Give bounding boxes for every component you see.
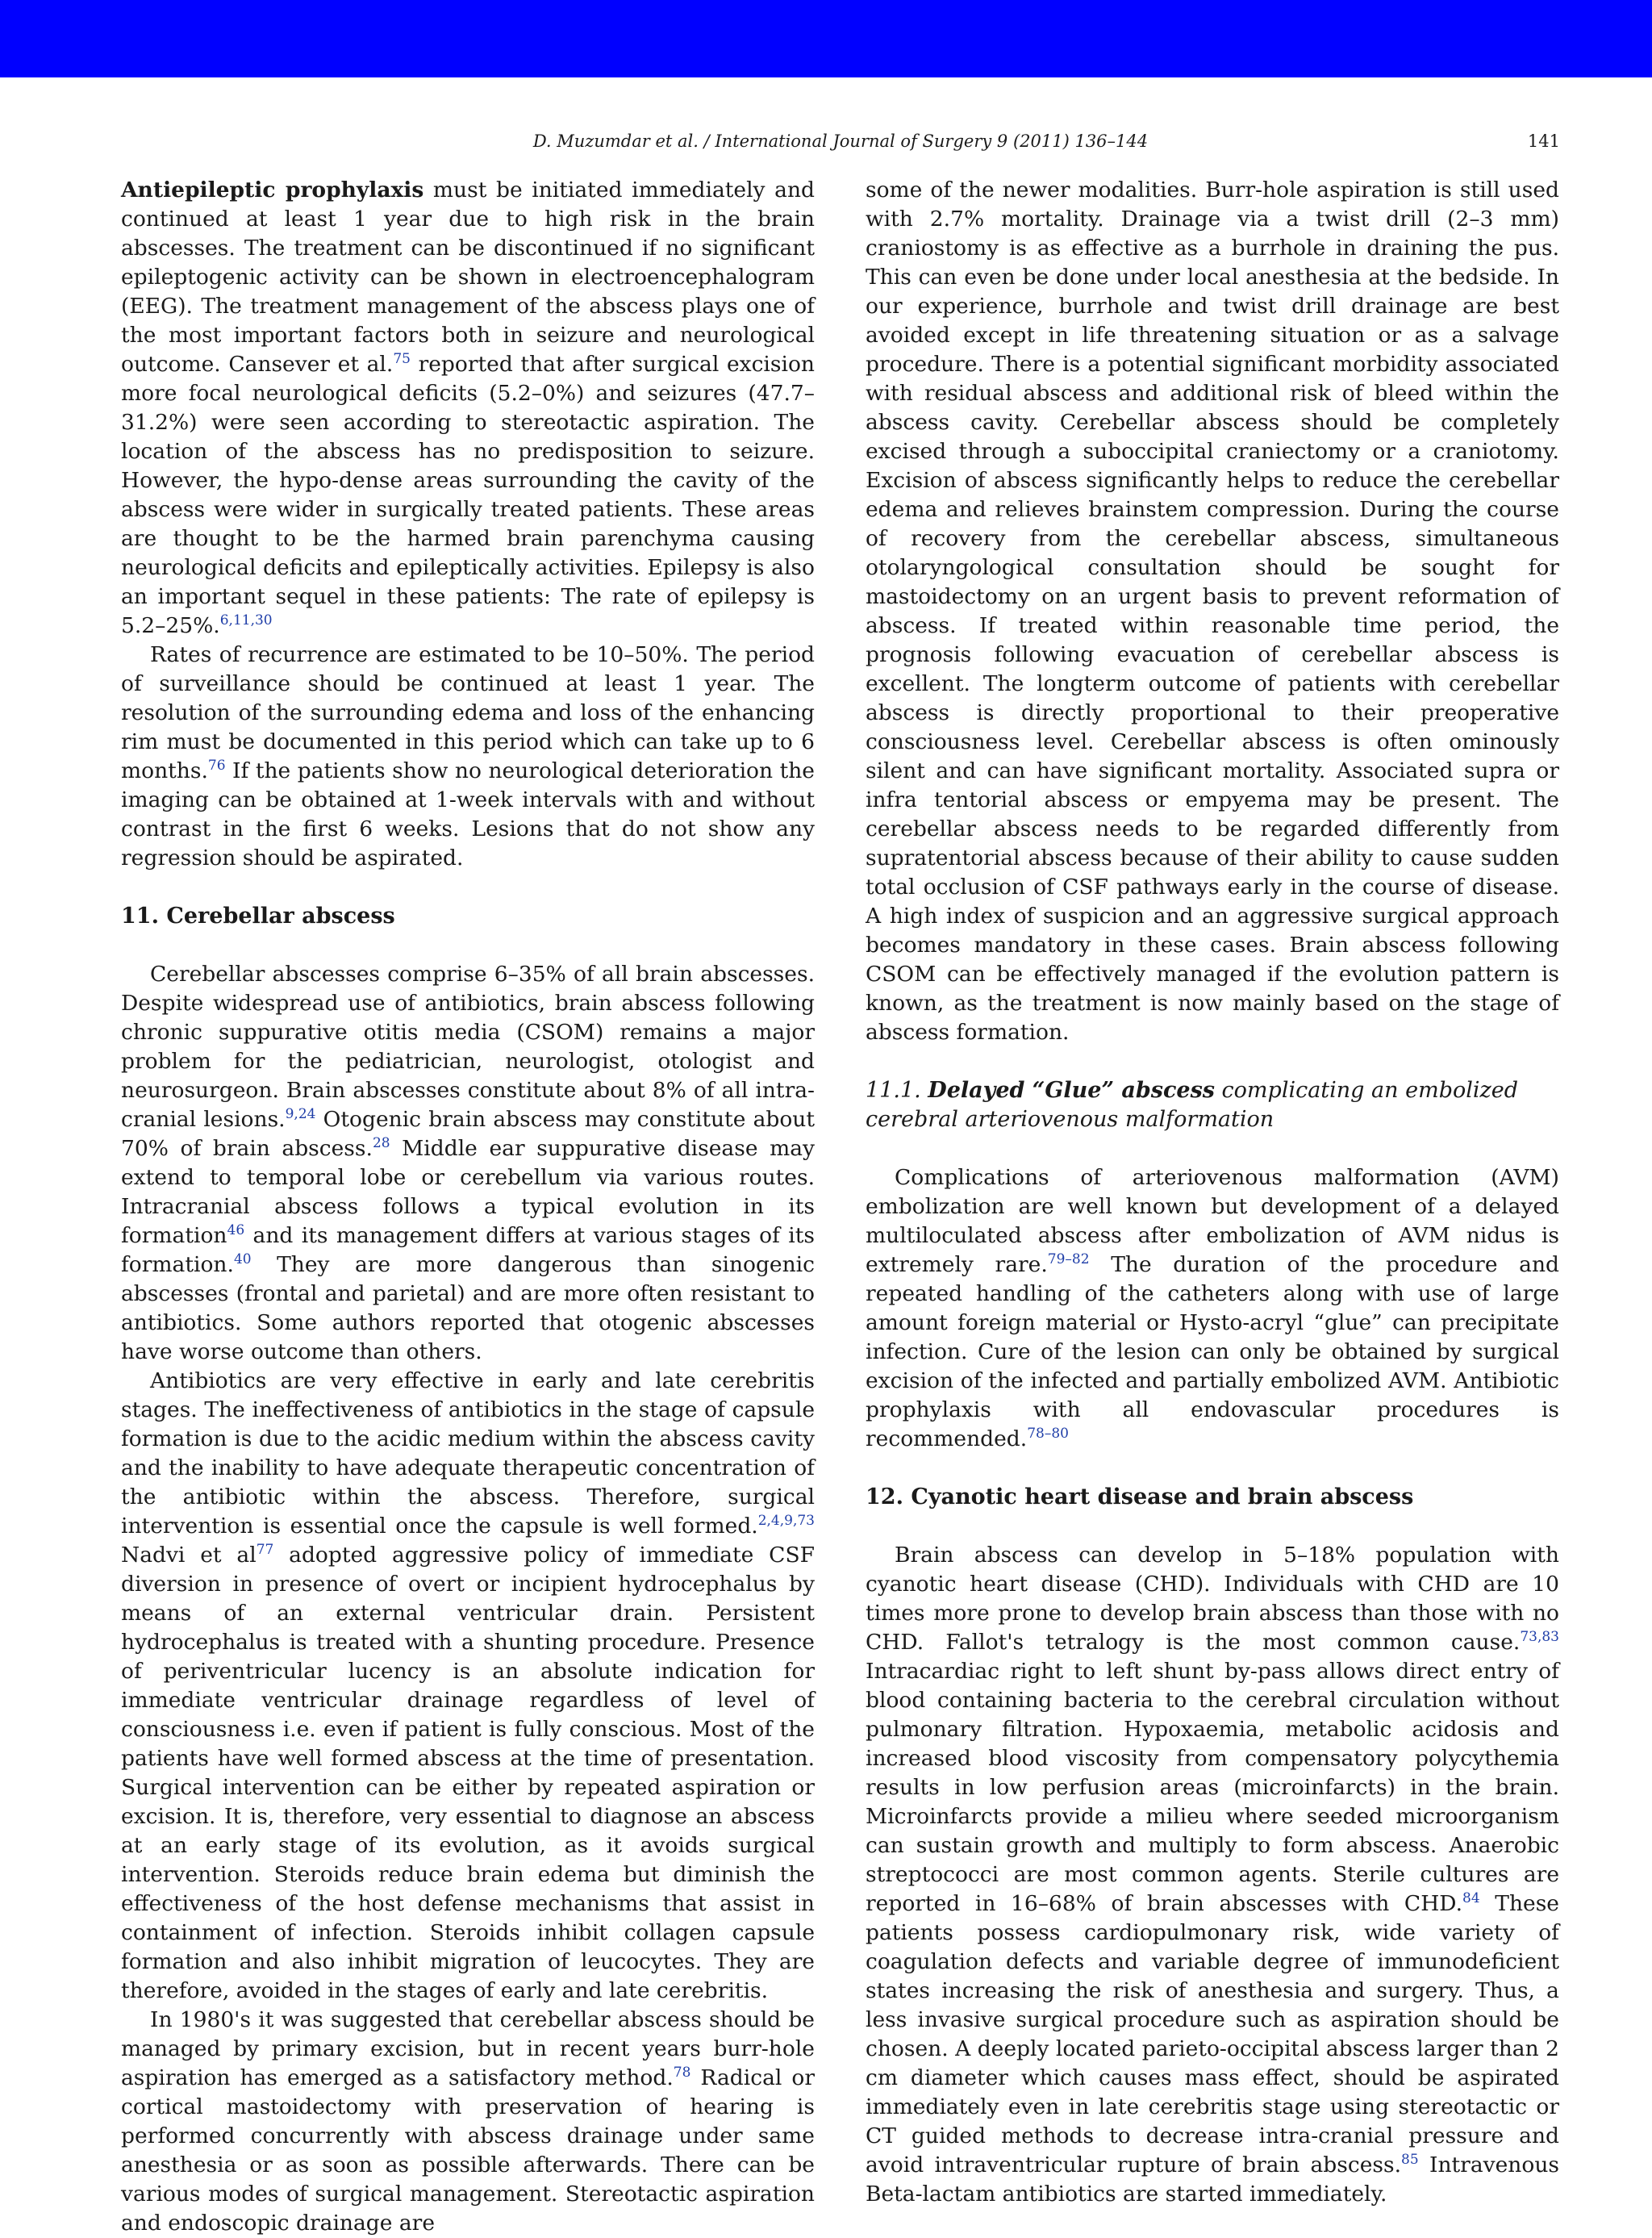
- subsection-title-bold: Delayed “Glue” abscess: [928, 1078, 1215, 1103]
- paragraph-text: These patients possess cardiopulmonary risk, wide variety of coagulation defects and variable degree of immunodeficient states increasing the risk of anesthesia and surgery. Thus, a less invasive surgical procedure such as aspiration should be chosen. A deeply located parieto-occipital abscess larger than 2 cm diameter which causes mass effect, should be aspirated immediately even in late cerebritis stage using stereotactic or CT guided methods to decrease intra-cranial pressure and avoid intraventricular rupture of brain abscess.: [866, 1891, 1559, 2177]
- paragraph-text: Rates of recurrence are estimated to be 10–50%. The period of surveillance should be continued at least 1 year. The resolution of the surrounding edema and loss of the enhancing rim must be documented in this period which can take up to 6 months.: [121, 642, 815, 783]
- section-heading-cerebellar-abscess: 11. Cerebellar abscess: [121, 904, 395, 929]
- paragraph-text: The duration of the procedure and repeated handling of the catheters along with use of large amount foreign material or Hysto-acryl “glue” can precipitate infection. Cure of the lesion can only be obtained by surgical excision of the infected and partially embolized AVM. Antibiotic prophylaxis with all endovascular procedures is recommended.: [866, 1252, 1559, 1451]
- lead-term: Antiepileptic prophylaxis: [121, 177, 424, 203]
- paragraph-text: In 1980's it was suggested that cerebellar abscess should be managed by primary excision, but in recent years burr-hole aspiration has emerged as a satisfactory method.: [121, 2007, 815, 2090]
- paragraph-text: some of the newer modalities. Burr-hole aspiration is still used with 2.7% mortality. Drainage via a twist drill (2–3 mm) craniostomy is as effective as a burrhole in draining the pus. This can even be done under local anesthesia at the bedside. In our experience, burrhole and twist drill drainage are best avoided except in life threatening situation or as a salvage procedure. There is a potential significant morbidity associated with residual abscess and additional risk of bleed within the abscess cavity. Cerebellar abscess should be completely excised through a suboccipital craniectomy or a craniotomy. Excision of abscess significantly helps to reduce the cerebellar edema and relieves brainstem compression. During the course of recovery from the cerebellar abscess, simultaneous otolaryngological consultation should be sought for mastoidectomy on an urgent basis to prevent reformation of abscess. If treated within reasonable time period, the prognosis following evacuation of cerebellar abscess is excellent. The longterm outcome of patients with cerebellar abscess is directly proportional to their preoperative consciousness level. Cerebellar abscess is often ominously silent and can have significant mortality. Associated supra or infra tentorial abscess or empyema may be present. The cerebellar abscess needs to be regarded differently from supratentorial abscess because of their ability to cause sudden total occlusion of CSF pathways early in the course of disease. A high index of suspicion and an aggressive surgical approach becomes mandatory in these cases. Brain abscess following CSOM can be effectively managed if the evolution pattern is known, as the treatment is now mainly based on the stage of abscess formation.: [866, 177, 1559, 1045]
- reference-link[interactable]: 84: [1462, 1890, 1480, 1906]
- subsection-title-rest: complicating an embolized cerebral arteriovenous malformation: [866, 1078, 1518, 1132]
- paragraph-text: They are more dangerous than sinogenic abscesses (frontal and parietal) and are more often resistant to antibiotics. Some authors reported that otogenic abscesses have worse outcome than others.: [121, 1252, 815, 1364]
- reference-link[interactable]: 78–80: [1027, 1426, 1069, 1442]
- paragraph-text: and its management differs at various stages of its formation.: [121, 1223, 815, 1277]
- reference-link[interactable]: 73,83: [1520, 1629, 1559, 1645]
- reference-link[interactable]: 77: [256, 1542, 274, 1558]
- paragraph-avm-complications: [866, 1163, 1559, 1454]
- reference-link[interactable]: 78: [673, 2065, 691, 2081]
- reference-link[interactable]: 28: [372, 1135, 390, 1151]
- paragraph-text: Brain abscess can develop in 5–18% population with cyanotic heart disease (CHD). Individuals with CHD are 10 times more prone to develop brain abscess than those with no CHD. Fallot's tetralogy is the most common cause.: [866, 1543, 1559, 1655]
- right-column: [866, 176, 1559, 2209]
- paragraph-recurrence: [121, 641, 815, 873]
- paragraph-text: If the patients show no neurological deterioration the imaging can be obtained at 1-week intervals with and without contrast in the first 6 weeks. Lesions that do not show any regression should be aspirated.: [121, 758, 815, 871]
- reference-link[interactable]: 9,24: [285, 1106, 316, 1122]
- journal-citation: D. Muzumdar et al. / International Journal of Surgery 9 (2011) 136–144: [532, 132, 1149, 151]
- reference-link[interactable]: 76: [207, 758, 226, 774]
- section-heading-cyanotic-heart-disease: 12. Cyanotic heart disease and brain abscess: [866, 1484, 1414, 1509]
- paragraph-text: Middle ear suppurative disease may extend to temporal lobe or cerebellum via various routes. Intracranial abscess follows a typical evolution in its formation: [121, 1136, 815, 1248]
- journal-header-band: [0, 0, 1652, 77]
- reference-link[interactable]: 46: [227, 1222, 245, 1238]
- paragraph-text: Radical or cortical mastoidectomy with preservation of hearing is performed concurrently with abscess drainage under same anesthesia or as soon as possible afterwards. There can be various modes of surgical management. Stereotactic aspiration and endoscopic drainage are: [121, 2065, 816, 2236]
- paragraph-text: reported that after surgical excision more focal neurological deficits (5.2–0%) and seizures (47.7–31.2%) were seen according to stereotactic aspiration. The location of the abscess has no predisposition to seizure. However, the hypo-dense areas surrounding the cavity of the abscess were wider in surgically treated patients. These areas are thought to be the harmed brain parenchyma causing neurological deficits and epileptically activities. Epilepsy is also an important sequel in these patients: The rate of epilepsy is 5.2–25%.: [121, 352, 815, 638]
- reference-link[interactable]: 6,11,30: [219, 612, 273, 628]
- reference-link[interactable]: 40: [233, 1251, 252, 1267]
- page-number: 141: [1527, 132, 1560, 151]
- paragraph-text: adopted aggressive policy of immediate CSF diversion in presence of overt or incipient hydrocephalus by means of an external ventricular drain. Persistent hydrocephalus is treated with a shunting procedure. Presence of periventricular lucency is an absolute indication for immediate ventricular drainage regardless of level of consciousness i.e. even if patient is fully conscious. Most of the patients have well formed abscess at the time of presentation. Surgical intervention can be either by repeated aspiration or excision. It is, therefore, very essential to diagnose an abscess at an early stage of its evolution, as it avoids surgical intervention. Steroids reduce brain edema but diminish the effectiveness of the host defense mechanisms that assist in containment of infection. Steroids inhibit collagen capsule formation and also inhibit migration of leucocytes. They are therefore, avoided in the stages of early and late cerebritis.: [121, 1543, 815, 2003]
- paragraph-antibiotics: [121, 1367, 815, 2006]
- reference-link[interactable]: 85: [1401, 2152, 1419, 2168]
- paragraph-text: Complications of arteriovenous malformation (AVM) embolization are well known but development of a delayed multiloculated abscess after embolization of AVM nidus is extremely rare.: [866, 1165, 1559, 1277]
- paragraph-cerebellar-intro: [121, 960, 815, 1367]
- paragraph-text: Intravenous Beta-lactam antibiotics are started immediately.: [866, 2152, 1559, 2207]
- reference-link[interactable]: 75: [393, 351, 411, 367]
- paragraph-text: Antibiotics are very effective in early and late cerebritis stages. The ineffectiveness of antibiotics in the stage of capsule formation is due to the acidic medium within the abscess cavity and the inability to have adequate therapeutic concentration of the antibiotic within the abscess. Therefore, surgical intervention is essential once the capsule is well formed.: [121, 1368, 815, 1539]
- subsection-number: 11.1.: [866, 1078, 921, 1103]
- paragraph-antiepileptic: [121, 176, 815, 641]
- paragraph-text: Cerebellar abscesses comprise 6–35% of all brain abscesses. Despite widespread use of antibiotics, brain abscess following chronic suppurative otitis media (CSOM) remains a major problem for the pediatrician, neurologist, otologist and neurosurgeon. Brain abscesses constitute about 8% of all intra-cranial lesions.: [121, 962, 815, 1132]
- reference-link[interactable]: 79–82: [1047, 1251, 1090, 1267]
- paragraph-text: Intracardiac right to left shunt by-pass allows direct entry of blood containing bacteria to the cerebral circulation without pulmonary filtration. Hypoxaemia, metabolic acidosis and increased blood viscosity from compensatory polycythemia results in low perfusion areas (microinfarcts) in the brain. Microinfarcts provide a milieu where seeded microorganism can sustain growth and multiply to form abscess. Anaerobic streptococci are most common agents. Sterile cultures are reported in 16–68% of brain abscesses with CHD.: [866, 1659, 1559, 1916]
- paragraph-text: must be initiated immediately and continued at least 1 year due to high risk in the brain abscesses. The treatment can be discontinued if no significant epileptogenic activity can be shown in electroencephalogram (EEG). The treatment management of the abscess plays one of the most important factors both in seizure and neurological outcome. Cansever et al.: [121, 177, 815, 377]
- left-column: [121, 176, 815, 2238]
- paragraph-cyanotic-heart: [866, 1541, 1559, 2209]
- reference-link[interactable]: 2,4,9,73: [757, 1513, 815, 1529]
- paragraph-text: Otogenic brain abscess may constitute about 70% of brain abscess.: [121, 1107, 816, 1161]
- paragraph-text: Nadvi et al: [121, 1543, 257, 1568]
- subsection-heading-glue-abscess: [866, 1076, 1559, 1134]
- running-header: [121, 127, 1560, 155]
- paragraph-newer-modalities: [866, 176, 1559, 1047]
